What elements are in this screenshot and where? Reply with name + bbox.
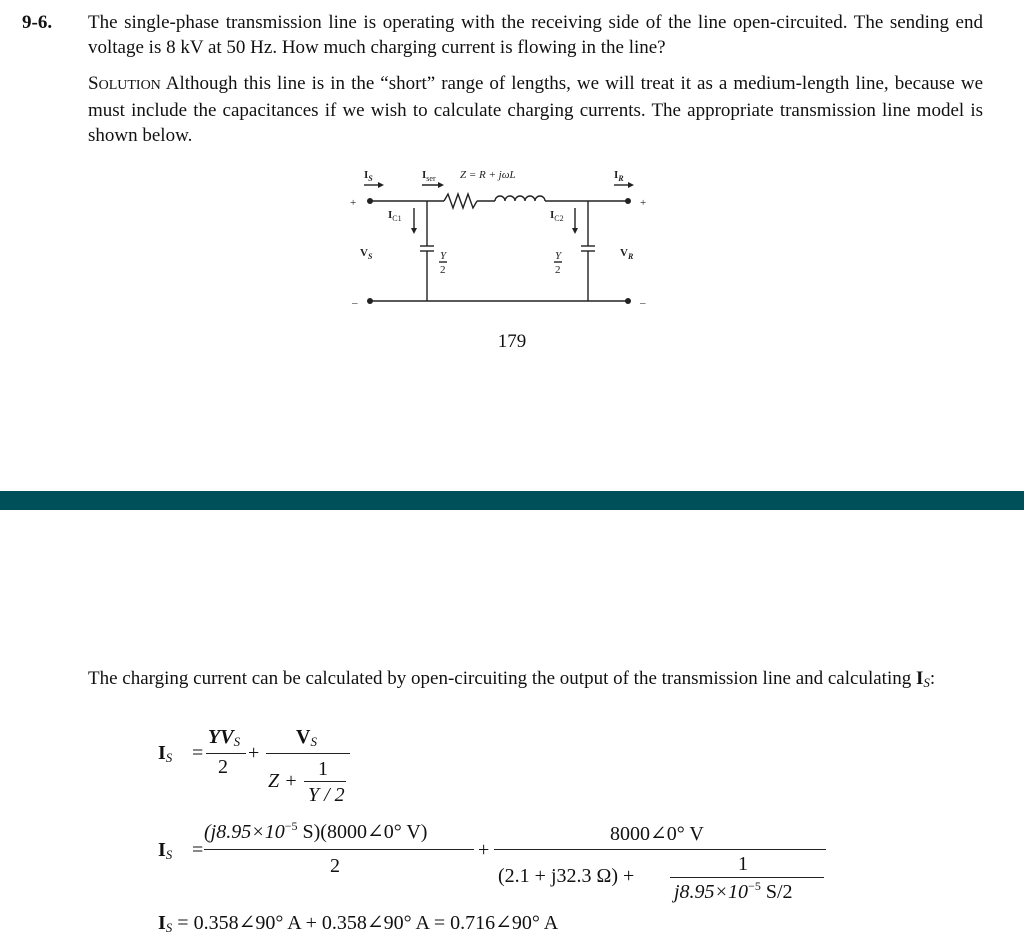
y-label-left: Y [440,250,447,262]
is-label: $I_S$ [364,169,373,183]
eq2-den-left: (2.1 + j32.3 Ω) + [498,865,635,887]
minus-right: – [640,297,646,309]
page-number: 179 [497,331,527,352]
vr-label: $V_R$ [620,247,634,261]
ic2-label: $I_{C2}$ [550,209,564,223]
minus-left: – [352,297,358,309]
equation-2: $I_S$ = ($j8.95\times 10^{-5}$ S)(8000∠0° V) 2 + 8000∠0° V (2.1 + j32.3 Ω) + 1 $j8.95\times 10^{-5}$ S/2 [158,815,838,905]
plus-left: + [350,197,357,209]
impedance-label: Z = R + jωL [460,169,516,181]
transmission-line-diagram [330,158,670,318]
ir-label: $I_R$ [614,169,624,183]
iser-label: $I_{ser}$ [422,169,436,183]
two-label-right: 2 [555,264,561,276]
continuation-paragraph: The charging current can be calculated by open-circuiting the output of the transmission line and calculating $I_S$: [88,668,936,690]
eq2-lhs: $I_S$ [158,839,173,862]
problem-text: The single-phase transmission line is operating with the receiving side of the line open-circuited. The sending end voltage is 8 kV at 50 Hz. How much charging current is flowing in the line? [88,12,983,58]
equation-result: $I_S$ = 0.358∠90° A + 0.358∠90° A = 0.716∠90° A [158,912,559,935]
eq2-frac1-num: ($j8.95\times 10^{-5}$ S)(8000∠0° V) [204,819,428,843]
solution-text: Although this line is in the “short” range of lengths, we will treat it as a medium-length line, because we must include the capacitances if we wish to calculate charging currents. The appropriate transmission line model is shown below. [88,73,984,146]
solution-label: SOLUTION [88,73,161,94]
two-label-left: 2 [440,264,446,276]
is-symbol: $I_S$ [915,668,930,690]
vs-label: $V_S$ [360,247,373,261]
equation-1: $I_S$ = $YV_S$ 2 + $V_S$ Z + 1 Y / 2 [158,726,358,810]
eq1-frac1-num: $YV_S$ [208,726,241,749]
plus-right: + [640,197,647,209]
eq2-inner-den: $j8.95\times 10^{-5}$ S/2 [674,879,793,903]
eq1-lhs: $I_S$ [158,742,173,765]
y-label-right: Y [555,250,562,262]
ic1-label: $I_{C1}$ [388,209,402,223]
problem-number: 9-6. [22,12,53,33]
page-divider-band [0,491,1024,510]
solution-paragraph [88,71,983,148]
eq1-frac2-num: $V_S$ [296,726,317,749]
